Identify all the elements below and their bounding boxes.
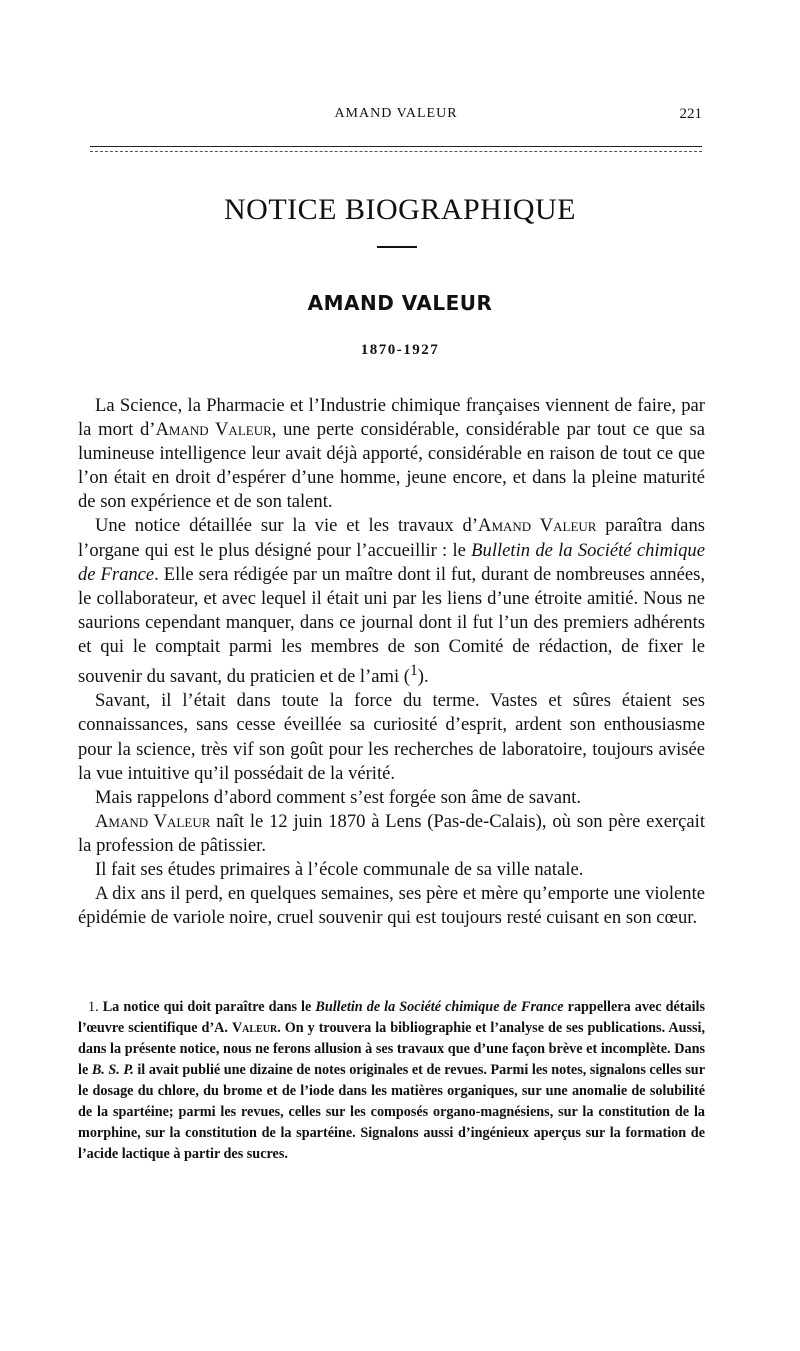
journal-abbreviation: B. S. P. [91, 1062, 134, 1078]
running-head: AMAND VALEUR [334, 106, 458, 121]
subject-dates: 1870-1927 [360, 342, 440, 358]
paragraph: Il fait ses études primaires à l’école communale de sa ville natale. [95, 858, 584, 880]
page-header [90, 106, 702, 126]
text-run: naît le 12 juin 1870 à Lens (Pas-de-Calais), où son père exerçait la profession de pâtissier. [78, 810, 705, 856]
text-run: . On y trouvera la bibliographie et l’analyse de ses publications. Aussi, dans la présente notice, nous ne ferons allusion à ses travaux que d’une façon brève et incomplète. Dans le [78, 1020, 705, 1078]
title-divider [377, 246, 417, 248]
header-rule [90, 146, 702, 147]
person-name: Amand Valeur [478, 515, 597, 537]
person-name: Amand Valeur [155, 419, 272, 441]
text-run: ). [417, 666, 429, 688]
header-rule-secondary [90, 151, 702, 152]
text-run: paraîtra dans l’organe qui est le plus désigné pour l’accueillir : le [78, 515, 705, 561]
text-run: Une notice détaillée sur la vie et les travaux d’ [95, 515, 479, 537]
journal-title: Bulletin de la Société chimique de France [78, 539, 705, 585]
person-name: Amand Valeur [95, 810, 211, 832]
footnote-reference: 1 [410, 662, 418, 680]
footnote [78, 997, 705, 1165]
text-run: La Science, la Pharmacie et l’Industrie chimique françaises viennent de faire, par la mort d’ [78, 395, 705, 441]
page-number: 221 [679, 106, 702, 122]
footnote-text [78, 997, 705, 1165]
paragraph: A dix ans il perd, en quelques semaines, ses père et mère qu’emporte une violente épidémie de variole noire, cruel souvenir qui est toujours resté cuisant en son cœur. [78, 883, 705, 929]
text-run: rappellera avec détails l’œuvre scientifique d’A. [78, 999, 706, 1036]
paragraph [78, 514, 705, 689]
paragraph [78, 394, 705, 514]
text-run: La notice qui doit paraître dans le [102, 999, 316, 1015]
person-name: Valeur [231, 1020, 278, 1036]
text-run: . Elle sera rédigée par un maître dont il fut, durant de nombreuses années, le collaborateur, et avec lequel il était uni par les liens d’une étroite amitié. Nous ne saurions cependant manquer, dans ce journal dont il fut l’un des premiers adhérents et qui le comptait parmi les membres de son Comité de rédaction, de fixer le souvenir du savant, du praticien et de l’ami ( [78, 563, 705, 688]
paragraph [78, 810, 705, 858]
journal-title: Bulletin de la Société chimique de France [315, 999, 564, 1015]
text-run: , une perte considérable, considérable par tout ce que sa lumineuse intelligence leur avait déjà apporté, considérable en raison de tout ce que l’on était en droit d’espérer d’une homme, jeune encore, et dans la pleine maturité de son expérience et de son talent. [78, 419, 705, 513]
paragraph: Mais rappelons d’abord comment s’est forgée son âme de savant. [95, 786, 582, 808]
page-title: NOTICE BIOGRAPHIQUE [224, 193, 576, 226]
article-body [78, 394, 705, 930]
text-run: il avait publié une dizaine de notes originales et de revues. Parmi les notes, signalons celles sur le dosage du chlore, du brome et de l’iode dans les matières organiques, sur une anomalie de solubilité de la spartéine; parmi les revues, celles sur les composés organo-magnésiens, sur la constitution de la morphine, sur la constitution de la spartéine. Signalons aussi d’ingénieux aperçus sur la formation de l’acide lactique à partir des sucres. [78, 1062, 705, 1162]
subject-name: AMAND VALEUR [307, 291, 493, 315]
paragraph: Savant, il l’était dans toute la force du terme. Vastes et sûres étaient ses connaissances, sans cesse éveillée sa curiosité d’esprit, ardent son enthousiasme pour la science, très vif son goût pour les recherches de laboratoire, toujours avisée la vue intuitive qu’il possédait de la vérité. [78, 690, 705, 784]
footnote-number: 1. [88, 999, 99, 1015]
